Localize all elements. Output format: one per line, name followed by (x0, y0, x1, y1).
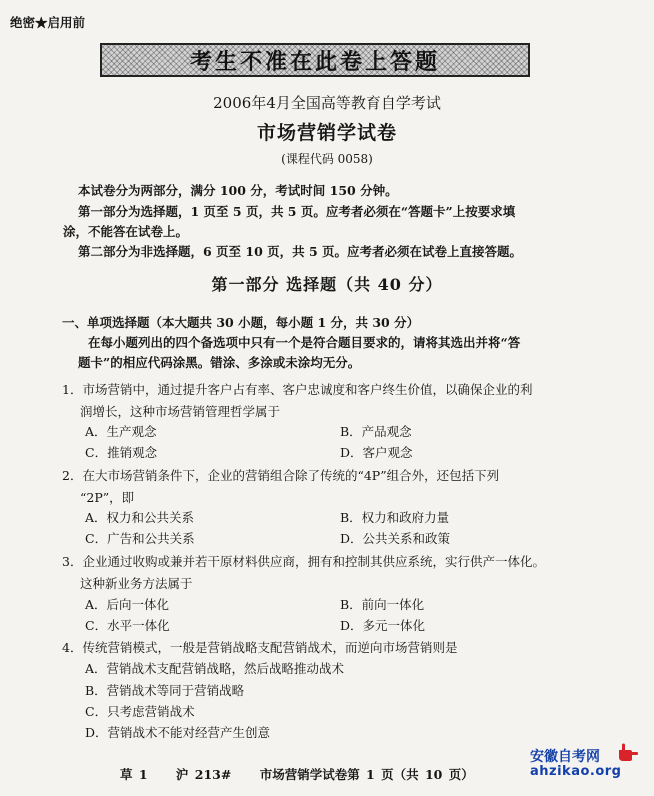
question-2-option-b: B．权力和政府力量 (340, 510, 450, 525)
section1-instruction-b: 题卡”的相应代码涂黑。错涂、多涂或未涂均无分。 (78, 355, 361, 370)
course-code: (课程代码 0058) (281, 152, 373, 166)
footer-draft: 草 1 (120, 767, 148, 782)
question-3-option-a: A．后向一体化 (85, 597, 170, 612)
question-2-option-a: A．权力和公共关系 (85, 510, 195, 525)
intro-line-2a: 第一部分为选择题，1 页至 5 页，共 5 页。应考者必须在“答题卡”上按要求填 (78, 204, 516, 219)
question-4-line-1: 4．传统营销模式，一般是营销战略支配营销战术，而逆向市场营销则是 (62, 640, 458, 655)
watermark-site-cn: 安徽自考网 (530, 749, 600, 765)
question-2-line-1: 2．在大市场营销条件下，企业的营销组合除了传统的“4P”组合外，还包括下列 (62, 468, 500, 483)
question-3-option-d: D．多元一体化 (340, 618, 426, 633)
question-2-line-2: “2P”，即 (80, 490, 135, 505)
question-1-option-c: C．推销观念 (85, 445, 158, 460)
secret-label: 绝密★启用前 (10, 15, 86, 30)
footer-page: 市场营销学试卷第 1 页（共 10 页） (259, 767, 474, 782)
question-1-option-d: D．客户观念 (340, 445, 413, 460)
question-3-option-b: B．前向一体化 (340, 597, 425, 612)
intro-line-2b: 涂，不能答在试卷上。 (63, 224, 189, 239)
question-1-line-2: 润增长，这种市场营销管理哲学属于 (80, 404, 281, 419)
intro-line-1: 本试卷分为两部分，满分 100 分，考试时间 150 分钟。 (78, 183, 398, 198)
question-4-option-c: C．只考虑营销战术 (85, 704, 195, 719)
section1-instruction-a: 在每小题列出的四个备选项中只有一个是符合题目要求的，请将其选出并将“答 (88, 335, 521, 350)
intro-line-3: 第二部分为非选择题，6 页至 10 页，共 5 页。应考者必须在试卷上直接答题。 (78, 244, 523, 259)
question-4-option-b: B．营销战术等同于营销战略 (85, 683, 245, 698)
section1-heading: 一、单项选择题（本大题共 30 小题，每小题 1 分，共 30 分） (62, 315, 420, 330)
site-watermark (530, 740, 642, 792)
pointing-hand-icon (616, 740, 640, 764)
question-4-option-a: A．营销战术支配营销战略，然后战略推动战术 (85, 661, 345, 676)
footer-code: 沪 213# (175, 767, 232, 782)
question-1-line-1: 1．市场营销中，通过提升客户占有率、客户忠诚度和客户终生价值，以确保企业的利 (62, 382, 533, 397)
question-1-option-b: B．产品观念 (340, 424, 412, 439)
question-3-line-1: 3．企业通过收购或兼并若干原材料供应商，拥有和控制其供应系统，实行供产一体化。 (62, 554, 545, 569)
page-footer (120, 765, 496, 783)
question-2-option-d: D．公共关系和政策 (340, 531, 451, 546)
no-answer-banner (100, 43, 530, 77)
watermark-site-en: ahzikao.org (530, 764, 622, 779)
question-2-option-c: C．广告和公共关系 (85, 531, 195, 546)
question-1-option-a: A．生产观念 (85, 424, 157, 439)
banner-text: 考生不准在此卷上答题 (189, 48, 440, 75)
question-3-option-c: C．水平一体化 (85, 618, 170, 633)
question-4-option-d: D．营销战术不能对经营产生创意 (85, 725, 271, 740)
question-3-line-2: 这种新业务方法属于 (80, 576, 193, 591)
exam-title: 2006年4月全国高等教育自学考试 (213, 94, 441, 112)
paper-title: 市场营销学试卷 (256, 122, 397, 144)
part1-title: 第一部分 选择题（共 40 分） (211, 275, 443, 294)
